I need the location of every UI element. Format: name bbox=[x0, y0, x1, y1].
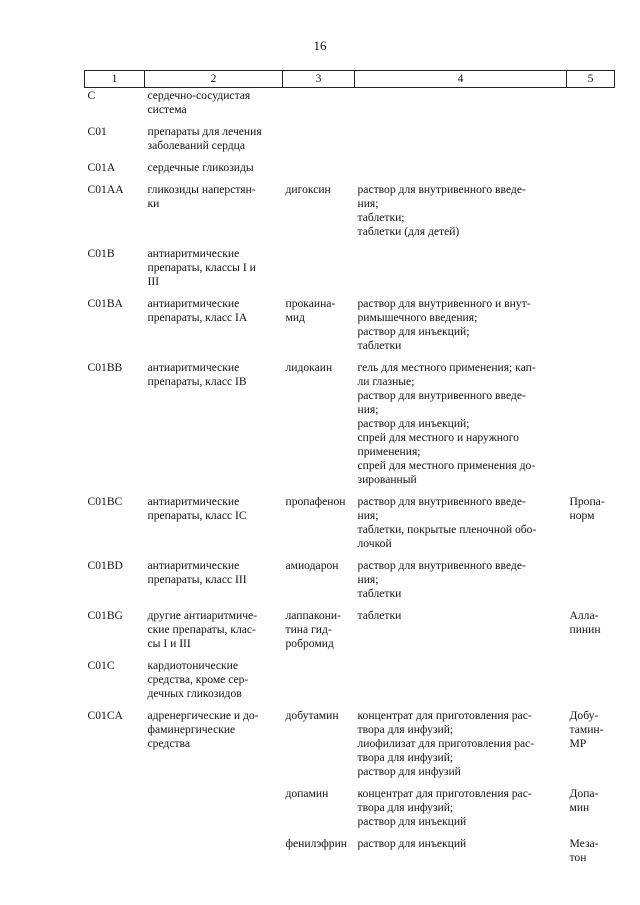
atc-code-cell: C01BA bbox=[87, 297, 123, 310]
cell-line: ские препараты, клас- bbox=[147, 623, 256, 636]
table-row bbox=[85, 124, 615, 160]
drug-table bbox=[84, 70, 615, 872]
table-row bbox=[85, 160, 615, 182]
drug-name-cell bbox=[283, 558, 355, 608]
cell-line: средства, кроме сер- bbox=[147, 673, 249, 686]
cell-line: допамин bbox=[285, 787, 329, 800]
atc-code-cell: C01A bbox=[87, 161, 116, 174]
cell-line: раствор для инъекций bbox=[357, 837, 467, 850]
cell-line: III bbox=[147, 275, 160, 288]
table-row bbox=[85, 246, 615, 296]
trade-name-cell bbox=[567, 836, 615, 872]
cell-line: добутамин bbox=[285, 709, 339, 722]
column-header-1: 1 bbox=[85, 71, 145, 88]
cell-line: концентрат для приготовления рас- bbox=[357, 787, 532, 800]
dosage-forms-cell bbox=[355, 494, 567, 558]
table-row bbox=[85, 708, 615, 786]
cell-line: пропафенон bbox=[285, 495, 346, 508]
group-name-cell bbox=[145, 124, 283, 160]
cell-line: фаминергические bbox=[147, 723, 236, 736]
cell-line: антиаритмические bbox=[147, 247, 240, 260]
trade-name-cell bbox=[567, 88, 615, 125]
dosage-forms-cell bbox=[355, 786, 567, 836]
cell-line: адренергические и до- bbox=[147, 709, 259, 722]
group-name-cell bbox=[145, 160, 283, 182]
group-name-cell bbox=[145, 360, 283, 494]
trade-name-cell bbox=[567, 608, 615, 658]
cell-line: раствор для внутривенного введе- bbox=[357, 389, 526, 402]
cell-line: лочкой bbox=[357, 537, 392, 550]
cell-line: Алла- bbox=[569, 609, 599, 622]
cell-line: заболеваний сердца bbox=[147, 139, 246, 152]
trade-name-cell bbox=[567, 708, 615, 786]
dosage-forms-cell bbox=[355, 124, 567, 160]
page-number: 16 bbox=[313, 38, 327, 53]
trade-name-cell bbox=[567, 160, 615, 182]
drug-name-cell bbox=[283, 160, 355, 182]
cell-line: Добу- bbox=[569, 709, 599, 722]
table-body bbox=[85, 88, 615, 873]
cell-line: другие антиаритмиче- bbox=[147, 609, 258, 622]
cell-line: римышечного введения; bbox=[357, 311, 478, 324]
cell-line: антиаритмические bbox=[147, 297, 240, 310]
cell-line: антиаритмические bbox=[147, 361, 240, 374]
table-row bbox=[85, 360, 615, 494]
group-name-cell bbox=[145, 494, 283, 558]
cell-line: робромид bbox=[285, 637, 334, 650]
cell-line: сердечные гликозиды bbox=[147, 161, 254, 174]
column-header-4: 4 bbox=[355, 71, 567, 88]
cell-line: раствор для инъекций bbox=[357, 815, 467, 828]
drug-name-cell bbox=[283, 836, 355, 872]
dosage-forms-cell bbox=[355, 836, 567, 872]
atc-code-cell: C01BB bbox=[87, 361, 123, 374]
cell-line: сы I и III bbox=[147, 637, 191, 650]
group-name-cell bbox=[145, 296, 283, 360]
cell-line: спрей для местного применения до- bbox=[357, 459, 536, 472]
dosage-forms-cell bbox=[355, 296, 567, 360]
cell-line: Пропа- bbox=[569, 495, 605, 508]
cell-line: таблетки; bbox=[357, 211, 405, 224]
cell-line: Меза- bbox=[569, 837, 599, 850]
cell-line: раствор для внутривенного введе- bbox=[357, 495, 526, 508]
drug-name-cell bbox=[283, 708, 355, 786]
atc-code-cell: C01AA bbox=[87, 183, 124, 196]
cell-line: лаппакони- bbox=[285, 609, 341, 622]
cell-line: раствор для внутривенного введе- bbox=[357, 183, 526, 196]
dosage-forms-cell bbox=[355, 360, 567, 494]
cell-line: ния; bbox=[357, 573, 379, 586]
dosage-forms-cell bbox=[355, 182, 567, 246]
group-name-cell bbox=[145, 182, 283, 246]
cell-line: спрей для местного и наружного bbox=[357, 431, 519, 444]
cell-line: антиаритмические bbox=[147, 495, 240, 508]
cell-line: таблетки bbox=[357, 339, 402, 352]
cell-line: антиаритмические bbox=[147, 559, 240, 572]
group-name-cell bbox=[145, 658, 283, 708]
cell-line: прокаина- bbox=[285, 297, 336, 310]
cell-line: препараты, класс IC bbox=[147, 509, 247, 522]
cell-line: средства bbox=[147, 737, 191, 750]
drug-name-cell bbox=[283, 360, 355, 494]
cell-line: Допа- bbox=[569, 787, 599, 800]
cell-line: препараты для лечения bbox=[147, 125, 262, 138]
cell-line: препараты, класс IA bbox=[147, 311, 248, 324]
group-name-cell bbox=[145, 836, 283, 872]
cell-line: препараты, классы I и bbox=[147, 261, 256, 274]
cell-line: раствор для внутривенного и внут- bbox=[357, 297, 531, 310]
dosage-forms-cell bbox=[355, 558, 567, 608]
cell-line: лиофилизат для приготовления рас- bbox=[357, 737, 535, 750]
trade-name-cell bbox=[567, 182, 615, 246]
cell-line: раствор для внутривенного введе- bbox=[357, 559, 526, 572]
group-name-cell bbox=[145, 708, 283, 786]
cell-line: норм bbox=[569, 509, 595, 522]
cell-line: тамин- bbox=[569, 723, 604, 736]
drug-name-cell bbox=[283, 494, 355, 558]
column-header-5: 5 bbox=[567, 71, 615, 88]
cell-line: таблетки, покрытые пленочной обо- bbox=[357, 523, 537, 536]
trade-name-cell bbox=[567, 494, 615, 558]
cell-line: гликозиды наперстян- bbox=[147, 183, 256, 196]
column-header-2: 2 bbox=[145, 71, 283, 88]
trade-name-cell bbox=[567, 246, 615, 296]
trade-name-cell bbox=[567, 124, 615, 160]
cell-line: ния; bbox=[357, 509, 379, 522]
cell-line: твора для инфузий; bbox=[357, 751, 454, 764]
dosage-forms-cell bbox=[355, 88, 567, 125]
cell-line: фенилэфрин bbox=[285, 837, 347, 850]
dosage-forms-cell bbox=[355, 246, 567, 296]
atc-code-cell: C bbox=[87, 89, 96, 102]
trade-name-cell bbox=[567, 296, 615, 360]
table-row bbox=[85, 608, 615, 658]
table-header-row bbox=[85, 71, 615, 88]
cell-line: ния; bbox=[357, 197, 379, 210]
trade-name-cell bbox=[567, 658, 615, 708]
table-row bbox=[85, 88, 615, 125]
table-row bbox=[85, 494, 615, 558]
cell-line: мин bbox=[569, 801, 590, 814]
atc-code-cell: C01B bbox=[87, 247, 115, 260]
cell-line: зированный bbox=[357, 473, 417, 486]
cell-line: твора для инфузий; bbox=[357, 723, 454, 736]
column-header-3: 3 bbox=[283, 71, 355, 88]
drug-name-cell bbox=[283, 608, 355, 658]
cell-line: тина гид- bbox=[285, 623, 332, 636]
group-name-cell bbox=[145, 558, 283, 608]
cell-line: концентрат для приготовления рас- bbox=[357, 709, 532, 722]
cell-line: таблетки bbox=[357, 587, 402, 600]
trade-name-cell bbox=[567, 558, 615, 608]
cell-line: раствор для инфузий bbox=[357, 765, 461, 778]
trade-name-cell bbox=[567, 786, 615, 836]
atc-code-cell: C01C bbox=[87, 659, 115, 672]
table-row bbox=[85, 558, 615, 608]
cell-line: гель для местного применения; кап- bbox=[357, 361, 536, 374]
atc-code-cell bbox=[85, 786, 145, 836]
drug-name-cell bbox=[283, 658, 355, 708]
cell-line: МР bbox=[569, 737, 587, 750]
drug-name-cell bbox=[283, 124, 355, 160]
cell-line: таблетки bbox=[357, 609, 402, 622]
table-row bbox=[85, 658, 615, 708]
drug-name-cell bbox=[283, 88, 355, 125]
cell-line: препараты, класс III bbox=[147, 573, 247, 586]
cell-line: дечных гликозидов bbox=[147, 687, 242, 700]
cell-line: пинин bbox=[569, 623, 601, 636]
cell-line: таблетки (для детей) bbox=[357, 225, 460, 238]
group-name-cell bbox=[145, 786, 283, 836]
atc-code-cell: C01 bbox=[87, 125, 107, 138]
cell-line: твора для инфузий; bbox=[357, 801, 454, 814]
cell-line: ли глазные; bbox=[357, 375, 415, 388]
cell-line: ния; bbox=[357, 403, 379, 416]
cell-line: применения; bbox=[357, 445, 421, 458]
group-name-cell bbox=[145, 88, 283, 125]
drug-name-cell bbox=[283, 182, 355, 246]
cell-line: дигоксин bbox=[285, 183, 331, 196]
dosage-forms-cell bbox=[355, 708, 567, 786]
dosage-forms-cell bbox=[355, 658, 567, 708]
trade-name-cell bbox=[567, 360, 615, 494]
group-name-cell bbox=[145, 608, 283, 658]
cell-line: раствор для инъекций; bbox=[357, 417, 470, 430]
atc-code-cell: C01CA bbox=[87, 709, 123, 722]
cell-line: сердечно-сосудистая bbox=[147, 89, 251, 102]
cell-line: раствор для инъекций; bbox=[357, 325, 470, 338]
cell-line: мид bbox=[285, 311, 305, 324]
atc-code-cell: C01BC bbox=[87, 495, 123, 508]
table-row bbox=[85, 296, 615, 360]
cell-line: тон bbox=[569, 851, 587, 864]
drug-name-cell bbox=[283, 786, 355, 836]
atc-code-cell: C01BD bbox=[87, 559, 123, 572]
table-row bbox=[85, 836, 615, 872]
cell-line: препараты, класс IB bbox=[147, 375, 247, 388]
atc-code-cell: C01BG bbox=[87, 609, 123, 622]
cell-line: лидокаин bbox=[285, 361, 333, 374]
dosage-forms-cell bbox=[355, 608, 567, 658]
table-row bbox=[85, 182, 615, 246]
cell-line: кардиотонические bbox=[147, 659, 239, 672]
table-row bbox=[85, 786, 615, 836]
dosage-forms-cell bbox=[355, 160, 567, 182]
group-name-cell bbox=[145, 246, 283, 296]
cell-line: ки bbox=[147, 197, 160, 210]
atc-code-cell bbox=[85, 836, 145, 872]
cell-line: система bbox=[147, 103, 187, 116]
cell-line: амиодарон bbox=[285, 559, 339, 572]
drug-name-cell bbox=[283, 246, 355, 296]
drug-name-cell bbox=[283, 296, 355, 360]
